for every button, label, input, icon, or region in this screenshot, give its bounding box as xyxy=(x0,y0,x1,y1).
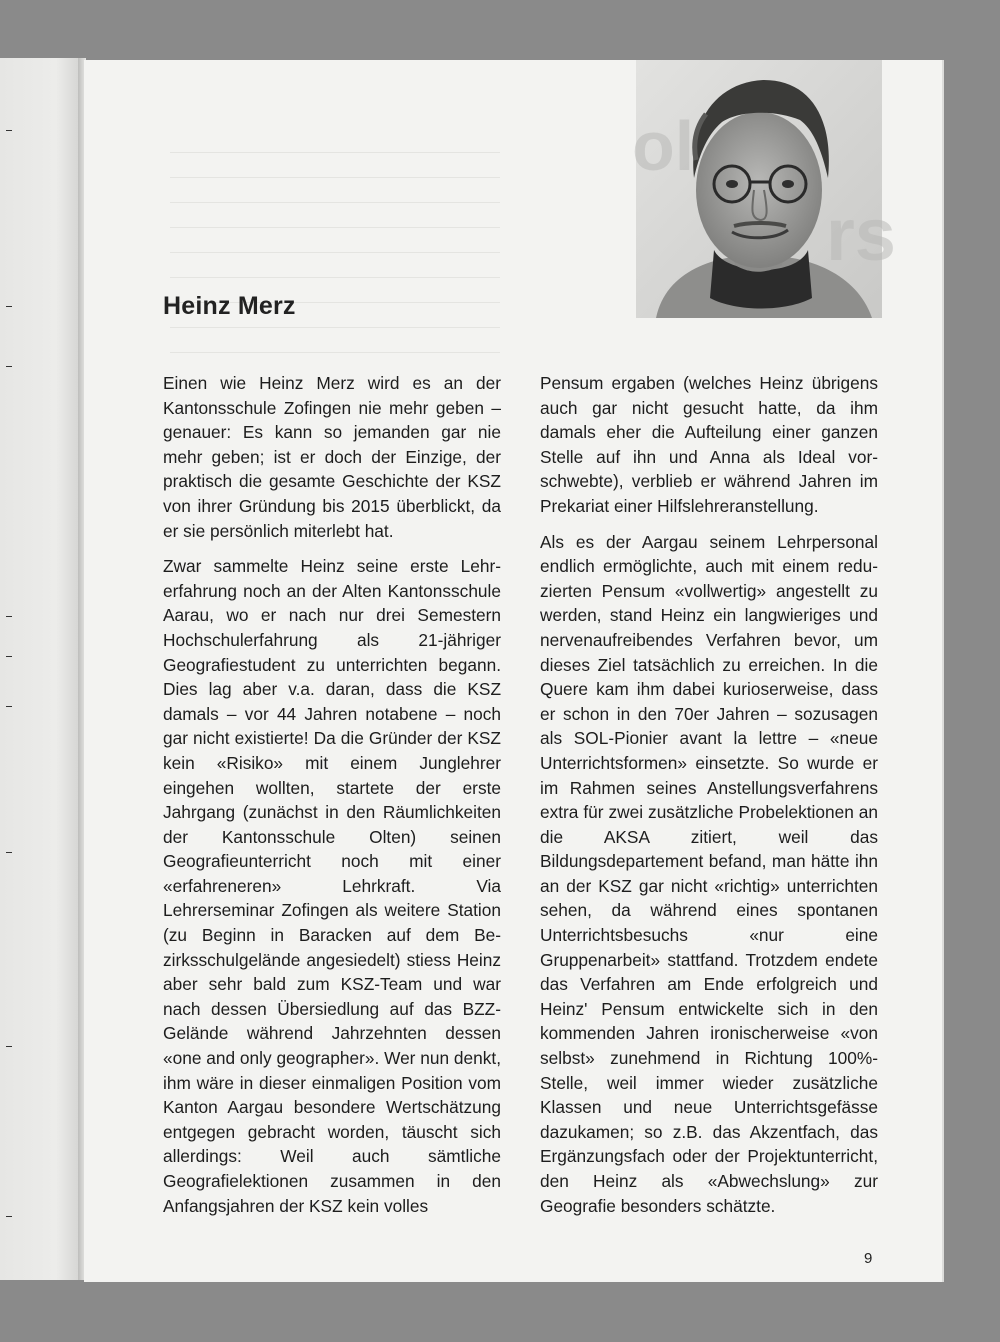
article-column-right xyxy=(540,371,878,1229)
svg-text:ol: ol xyxy=(632,107,695,185)
portrait-illustration xyxy=(632,60,896,318)
article-column-left xyxy=(163,371,501,1229)
svg-text:rs: rs xyxy=(826,193,896,276)
paragraph: Einen wie Heinz Merz wird es an der Kantonsschule Zofingen nie mehr geben – genauer: Es kann so jemanden gar nie mehr geben; ist er doch der Einzige, der praktisch die gesamte Geschichte der KSZ von ihrer Gründung bis 2015 überblickt, da er sie persönlich miterlebt hat. xyxy=(163,373,501,541)
paragraph: Als es der Aargau seinem Lehrpersonal endlich ermöglichte, auch mit einem reduzierten Pensum «vollwertig» angestellt zu werden, stand Heinz ein langwieriges und nervenaufreibendes Verfahren bevor, um dieses Ziel tatsächlich zu erreichen. In die Quere kam ihm dabei kurioserweise, dass er schon in den 70er Jahren – sozusagen als SOL-Pionier avant la lettre – «neue Unterrichtsformen» einsetzte. So wurde er im Rahmen seines Anstellungsverfahrens extra für zwei zusätzliche Probelektionen an die AKSA zitiert, weil das Bildungsdepartement befand, man hätte ihn an der KSZ gar nicht «richtig» unterrichten sehen, da während eines spontanen Unterrichtsbesuchs «nur eine Gruppenarbeit» stattfand. Trotzdem endete das Verfahren am Ende erfolgreich und Heinz' Pensum entwickelte sich in den kommenden Jahren ironischerweise «von selbst» zunehmend in Richtung 100%-Stelle, weil immer wieder zusätzliche Klassen und neue Unterrichtsgefässe dazukamen; so z.B. das Akzentfach, das Ergänzungsfach oder der Projektunterricht, den Heinz als «Abwechslung» zur Geografie besonders schätzte. xyxy=(540,531,878,1216)
portrait-photo xyxy=(632,60,896,318)
article-heading: Heinz Merz xyxy=(163,292,296,320)
paragraph: Pensum ergaben (welches Heinz übrigens auch gar nicht gesucht hatte, da ihm damals eher die Aufteilung einer ganzen Stelle auf ihn und Anna als Ideal vorschwebte), verblieb er während Jahren im Prekariat einer Hilfslehreranstellung. xyxy=(540,373,878,516)
facing-page-edge xyxy=(0,58,80,1280)
page-number: 9 xyxy=(864,1250,873,1267)
paragraph: Zwar sammelte Heinz seine erste Lehrerfahrung noch an der Alten Kantonsschule Aarau, wo er nach nur drei Semestern Hochschulerfahrung als 21-jähriger Geografiestudent zu unterrichten begann. Dies lag aber v.a. daran, dass die KSZ damals – vor 44 Jahren notabene – noch gar nicht existierte! Da die Gründer der KSZ kein «Risiko» mit einem Junglehrer eingehen wollten, startete der erste Jahrgang (zunächst in den Räumlichkeiten der Kantonsschule Olten) seinen Geografieunterricht noch mit einer «erfahreneren» Lehrkraft. Via Lehrerseminar Zofingen als weitere Station (zu Beginn in Baracken auf dem Bezirksschulgelände angesiedelt) stiess Heinz aber sehr bald zum KSZ-Team und war nach dessen Übersiedlung auf das BZZ-Gelände während Jahrzehnten dessen «one and only geographer». Wer nun denkt, ihm wäre in dieser einmaligen Position vom Kanton Aargau besondere Wertschätzung entgegen gebracht worden, täuscht sich allerdings: Weil auch sämtliche Geografielektionen zusammen in den Anfangsjahren der KSZ kein volles xyxy=(163,556,501,1216)
